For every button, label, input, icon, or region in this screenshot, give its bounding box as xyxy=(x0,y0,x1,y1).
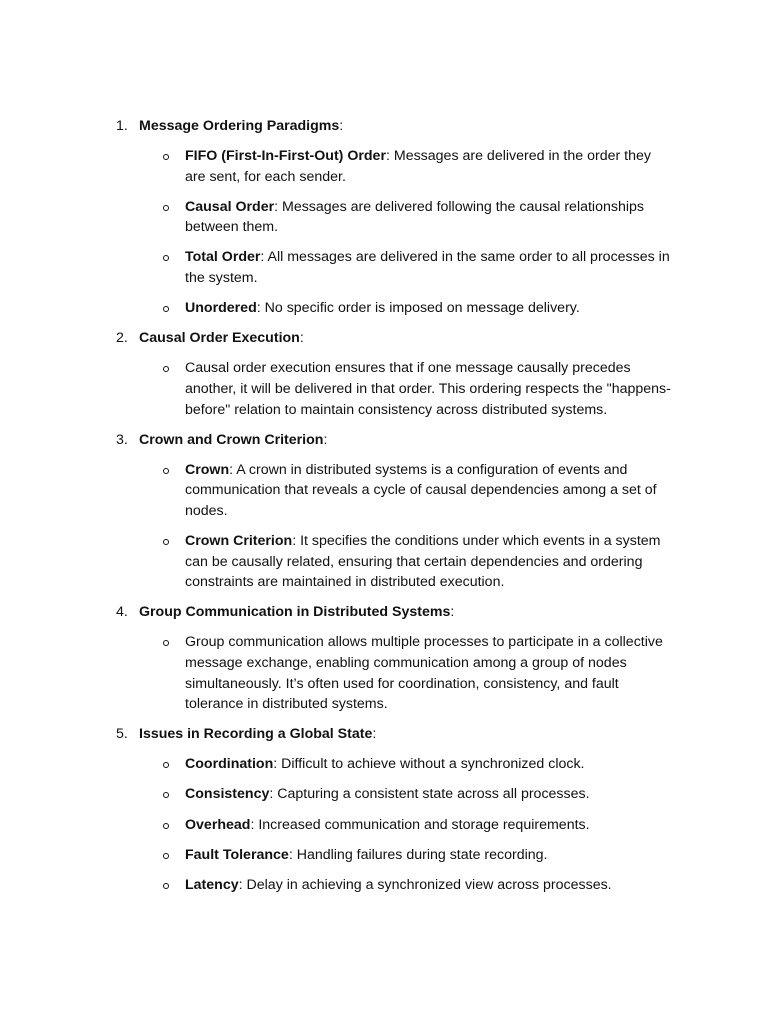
document-body xyxy=(116,116,691,905)
list-item-description: All messages are delivered in the same order to all processes in the system. xyxy=(185,249,670,287)
section-title xyxy=(139,116,343,137)
bullet-list xyxy=(116,632,691,714)
section-title-colon: : xyxy=(372,726,377,743)
list-item-separator: : xyxy=(273,756,282,773)
hollow-bullet-icon xyxy=(162,784,185,805)
section-title-colon: : xyxy=(450,604,455,621)
section-title-text: Causal Order Execution xyxy=(139,330,300,347)
list-item-text xyxy=(185,875,673,896)
section-title xyxy=(139,602,454,623)
list-item-term: Total Order xyxy=(185,249,261,266)
list-item-description: Difficult to achieve without a synchronized clock. xyxy=(281,756,585,773)
section-heading xyxy=(116,328,691,349)
section-number: 4. xyxy=(116,604,128,621)
list-item-description: No specific order is imposed on message delivery. xyxy=(264,300,580,317)
hollow-bullet-icon xyxy=(162,460,185,481)
list-item-text xyxy=(185,632,673,714)
list-item-separator: : xyxy=(250,816,259,833)
list-item-separator: : xyxy=(274,198,282,215)
list-item-description: Causal order execution ensures that if one message causally precedes another, it will be delivered in that order. This ordering respects the "happens-before" relation to maintain consistency across distributed systems. xyxy=(185,360,671,418)
list-item-term: Causal Order xyxy=(185,198,275,215)
section-number: 2. xyxy=(116,330,128,347)
section-title-colon: : xyxy=(299,330,304,347)
list-item-description: Messages are delivered following the causal relationships between them. xyxy=(185,198,644,236)
bullet-list xyxy=(116,358,691,420)
list-item-text xyxy=(185,197,673,238)
section-title xyxy=(139,430,327,451)
list-item-separator: : xyxy=(288,846,297,863)
section-title xyxy=(139,724,376,745)
list-item xyxy=(116,754,691,775)
list-item-term: Fault Tolerance xyxy=(185,846,289,863)
list-item xyxy=(116,146,691,187)
list-item-term: Latency xyxy=(185,876,239,893)
list-item-separator: : xyxy=(292,533,301,549)
list-item-separator: : xyxy=(269,786,278,803)
hollow-bullet-icon xyxy=(162,298,185,319)
hollow-bullet-icon xyxy=(162,754,185,775)
section-title-colon: : xyxy=(339,118,344,134)
list-item-term: Crown Criterion xyxy=(185,533,293,549)
list-item-description: Increased communication and storage requirements. xyxy=(258,816,590,833)
section-title-text: Message Ordering Paradigms xyxy=(139,118,340,134)
list-item-text xyxy=(185,460,673,522)
list-item-separator: : xyxy=(256,300,265,317)
section-global-state-issues xyxy=(116,724,691,895)
list-item-text xyxy=(185,531,673,593)
list-item-text xyxy=(185,146,673,187)
list-item-term: Unordered xyxy=(185,300,257,317)
bullet-list xyxy=(116,460,691,593)
list-item-text xyxy=(185,754,673,775)
section-heading xyxy=(116,602,691,623)
list-item-text xyxy=(185,784,673,805)
section-title-text: Issues in Recording a Global State xyxy=(139,726,373,743)
section-title-text: Crown and Crown Criterion xyxy=(139,431,324,448)
hollow-bullet-icon xyxy=(162,247,185,268)
list-item xyxy=(116,784,691,805)
list-item-term: Consistency xyxy=(185,786,270,803)
list-item-description: Capturing a consistent state across all processes. xyxy=(277,786,590,803)
list-item xyxy=(116,197,691,238)
list-item xyxy=(116,815,691,836)
section-heading xyxy=(116,116,691,137)
list-item xyxy=(116,460,691,522)
list-item xyxy=(116,531,691,593)
list-item-separator: : xyxy=(238,876,247,893)
list-item-term: Crown xyxy=(185,461,230,478)
list-item-text xyxy=(185,358,673,420)
list-item xyxy=(116,358,691,420)
list-item-term: Overhead xyxy=(185,816,251,833)
list-item-separator: : xyxy=(260,249,268,266)
list-item-description: Handling failures during state recording. xyxy=(296,846,548,863)
bullet-list xyxy=(116,146,691,319)
list-item-text xyxy=(185,247,673,288)
hollow-bullet-icon xyxy=(162,531,185,552)
list-item xyxy=(116,298,691,319)
list-item-text xyxy=(185,298,673,319)
list-item xyxy=(116,632,691,714)
section-number: 3. xyxy=(116,431,128,448)
section-title xyxy=(139,328,304,349)
hollow-bullet-icon xyxy=(162,815,185,836)
list-item-text xyxy=(185,815,673,836)
list-item xyxy=(116,845,691,866)
section-number: 5. xyxy=(116,726,128,743)
hollow-bullet-icon xyxy=(162,358,185,379)
list-item xyxy=(116,875,691,896)
hollow-bullet-icon xyxy=(162,632,185,653)
section-crown-criterion xyxy=(116,430,691,593)
list-item-description: Delay in achieving a synchronized view across processes. xyxy=(246,876,612,893)
list-item-description: Messages are delivered in the order they are sent, for each sender. xyxy=(185,148,651,185)
list-item-description: A crown in distributed systems is a configuration of events and communication that reveals a cycle of causal dependencies among a set of nodes. xyxy=(185,461,657,519)
list-item-separator: : xyxy=(385,148,394,165)
section-message-ordering xyxy=(116,116,691,319)
section-title-colon: : xyxy=(323,431,328,448)
section-causal-order-execution xyxy=(116,328,691,420)
list-item-separator: : xyxy=(229,461,237,478)
list-item-description: Group communication allows multiple processes to participate in a collective message exchange, enabling communication among a group of nodes simultaneously. It’s often used for coordination, consistency, and fault tolerance in distributed systems. xyxy=(185,634,663,713)
section-title-text: Group Communication in Distributed Systems xyxy=(139,604,451,621)
list-item-term: FIFO (First-In-First-Out) Order xyxy=(185,148,386,165)
hollow-bullet-icon xyxy=(162,146,185,167)
hollow-bullet-icon xyxy=(162,875,185,896)
list-item-text xyxy=(185,845,673,866)
section-heading xyxy=(116,724,691,745)
hollow-bullet-icon xyxy=(162,845,185,866)
section-group-communication xyxy=(116,602,691,714)
list-item xyxy=(116,247,691,288)
section-number: 1. xyxy=(116,118,128,134)
section-heading xyxy=(116,430,691,451)
bullet-list xyxy=(116,754,691,895)
list-item-term: Coordination xyxy=(185,756,274,773)
hollow-bullet-icon xyxy=(162,197,185,218)
list-item-description: It specifies the conditions under which events in a system can be causally related, ensuring that certain dependencies and ordering constraints are maintained in distributed execution. xyxy=(185,533,661,591)
